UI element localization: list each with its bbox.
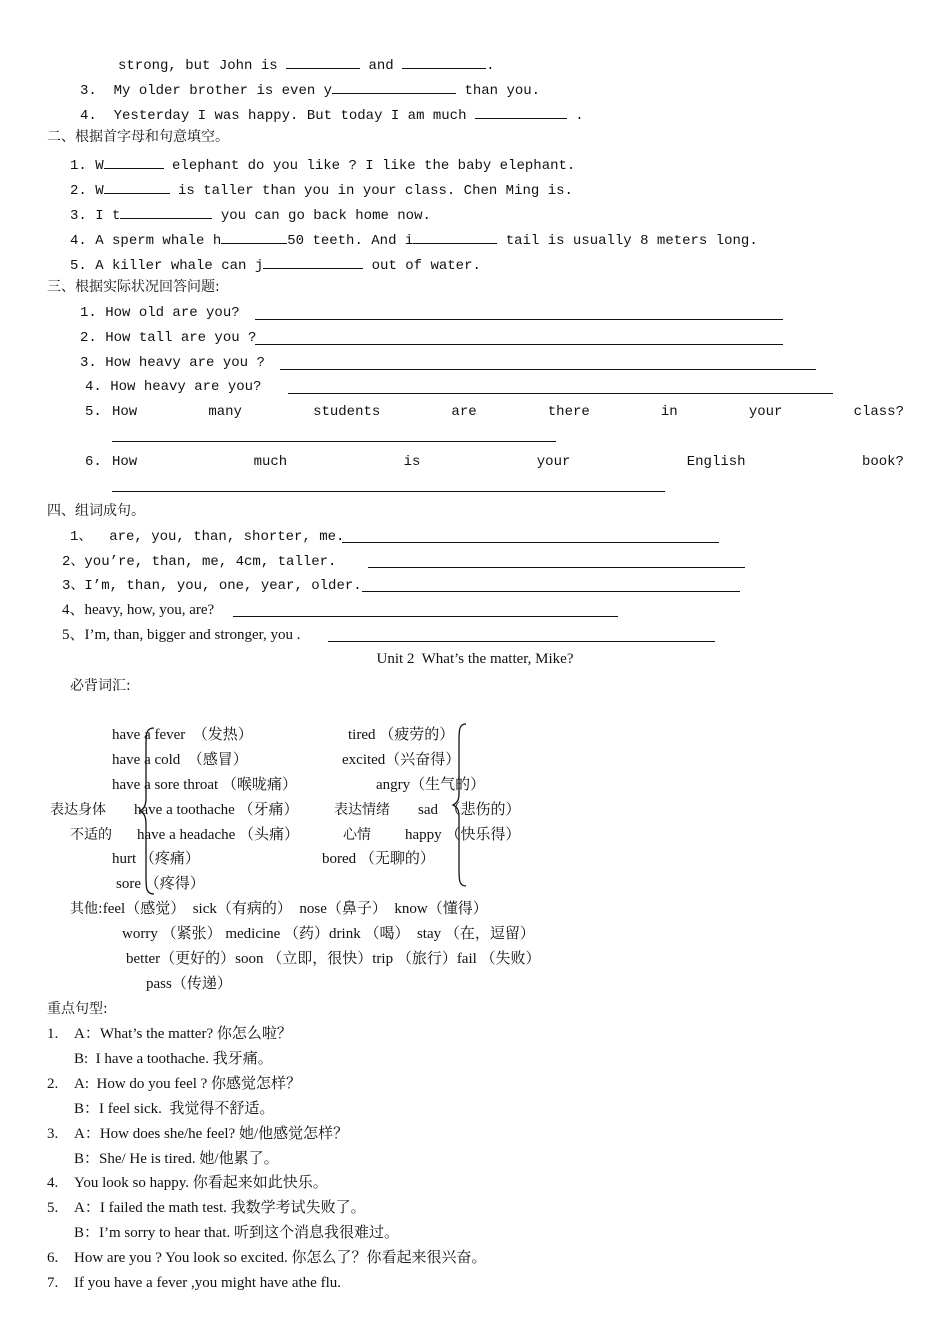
blank-field[interactable] <box>286 54 360 69</box>
answer-line[interactable] <box>280 369 816 370</box>
other-label: 其他: <box>70 901 103 917</box>
sentence: How are you ? You look so excited. 你怎么了？你看起来很兴奋。 <box>74 1250 487 1266</box>
answer-line[interactable] <box>288 393 833 394</box>
p3-q6-text: How much is your English book? <box>112 454 904 470</box>
vocab-body-6: hurt （疼痛） <box>112 851 200 867</box>
answer-line[interactable] <box>255 344 783 345</box>
p2-item-3: 3. I t you can go back home now. <box>70 204 431 225</box>
other-row-3: better（更好的）soon （立即，很快）trip （旅行）fail （失败） <box>126 951 541 967</box>
p4-item-1: 1、 are, you, than, shorter, me. <box>70 529 345 545</box>
vocab-body-3: have a sore throat （喉咙痛） <box>112 777 297 793</box>
p2-item-4: 4. A sperm whale h 50 teeth. And i tail is usually 8 meters long. <box>70 229 758 250</box>
answer-line[interactable] <box>255 319 783 320</box>
answer-line[interactable] <box>112 441 556 442</box>
sentence: You look so happy. 你看起来如此快乐。 <box>74 1175 328 1191</box>
vocab-body-2: have a cold （感冒） <box>112 752 248 768</box>
sentence-num: 5. <box>47 1200 59 1216</box>
sentence: B：I’m sorry to hear that. 听到这个消息我很难过。 <box>74 1225 399 1241</box>
p2-item-2: 2. W is taller than you in your class. Chen Ming is. <box>70 179 573 200</box>
sentence: B：I feel sick. 我觉得不舒适。 <box>74 1101 275 1117</box>
p3-q6-num: 6. <box>85 454 102 470</box>
sentence: A：I failed the math test. 我数学考试失败了。 <box>74 1200 366 1216</box>
p1-item-3: 3. My older brother is even y than you. <box>80 79 540 100</box>
sentence: A：How does she/he feel? 她/他感觉怎样？ <box>74 1126 349 1142</box>
vocab-body-5: have a headache （头痛） <box>137 827 300 843</box>
answer-line[interactable] <box>112 491 665 492</box>
blank-field[interactable] <box>402 54 486 69</box>
section-heading-3: 三、根据实际状况回答问题: <box>47 279 220 295</box>
body-group-brace <box>140 726 160 896</box>
p1-item-4: 4. Yesterday I was happy. But today I am much . <box>80 104 584 125</box>
sentence-num: 1. <box>47 1026 59 1042</box>
vocab-emo-2: excited（兴奋得） <box>342 752 461 768</box>
blank-field[interactable] <box>221 229 287 244</box>
vocab-emo-3: angry（生气的） <box>376 777 486 793</box>
vocab-emo-1: tired （疲劳的） <box>348 727 455 743</box>
other-row-4: pass（传递） <box>146 976 232 992</box>
p2-item-1: 1. W elephant do you like ? I like the baby elephant. <box>70 154 575 175</box>
p3-q4: 4. How heavy are you? <box>85 379 262 395</box>
blank-field[interactable] <box>475 104 567 119</box>
answer-line[interactable] <box>342 542 719 543</box>
section-heading-2: 二、根据首字母和句意填空。 <box>47 129 229 145</box>
vocab-emo-4: sad （悲伤的） <box>418 802 521 818</box>
body-label-2: 不适的 <box>70 827 112 843</box>
other-row-2: worry （紧张） medicine （药）drink （喝） stay （在，逗留） <box>122 926 535 942</box>
p1-line-0: strong, but John is and . <box>118 54 494 75</box>
blank-field[interactable] <box>413 229 497 244</box>
sentence: B：She/ He is tired. 她/他累了。 <box>74 1151 279 1167</box>
answer-line[interactable] <box>233 616 618 617</box>
emo-label-1: 表达情绪 <box>334 802 390 818</box>
p3-q2: 2. How tall are you ? <box>80 330 257 346</box>
p3-q5-num: 5. <box>85 404 102 420</box>
blank-field[interactable] <box>332 79 456 94</box>
vocab-heading: 必背词汇: <box>70 678 131 694</box>
p4-item-3: 3、I’m, than, you, one, year, older. <box>62 578 362 594</box>
vocab-body-7: sore （疼得） <box>116 876 205 892</box>
vocab-emo-5: happy （快乐得） <box>405 827 521 843</box>
section-heading-4: 四、组词成句。 <box>47 503 145 519</box>
p4-item-4: 4、heavy, how, you, are? <box>62 602 215 618</box>
blank-field[interactable] <box>120 204 212 219</box>
p3-q5-text: How many students are there in your class? <box>112 404 904 420</box>
sentence-num: 3. <box>47 1126 59 1142</box>
body-label-1: 表达身体 <box>50 802 106 818</box>
sentence: B: I have a toothache. 我牙痛。 <box>74 1051 273 1067</box>
unit-title: Unit 2 What’s the matter, Mike? <box>376 651 574 667</box>
emotion-group-brace <box>450 722 470 888</box>
p4-item-5: 5、I’m, than, bigger and stronger, you . <box>62 627 301 643</box>
other-row-1: 其他:feel（感觉） sick（有病的） nose（鼻子） know（懂得） <box>70 901 488 917</box>
sentence: A: How do you feel ? 你感觉怎样？ <box>74 1076 302 1092</box>
p4-item-2: 2、you’re, than, me, 4cm, taller. <box>62 554 337 570</box>
vocab-body-4: have a toothache （牙痛） <box>134 802 299 818</box>
p3-q3: 3. How heavy are you ? <box>80 355 265 371</box>
sentence-num: 6. <box>47 1250 59 1266</box>
sentence: A：What’s the matter? 你怎么啦？ <box>74 1026 292 1042</box>
blank-field[interactable] <box>263 254 363 269</box>
p2-item-5: 5. A killer whale can j out of water. <box>70 254 481 275</box>
answer-line[interactable] <box>328 641 715 642</box>
sentence-num: 7. <box>47 1275 59 1291</box>
answer-line[interactable] <box>368 567 745 568</box>
answer-line[interactable] <box>362 591 740 592</box>
key-heading: 重点句型: <box>47 1001 108 1017</box>
emo-label-2: 心情 <box>343 827 371 843</box>
p3-q1: 1. How old are you? <box>80 305 240 321</box>
blank-field[interactable] <box>104 179 170 194</box>
sentence: If you have a fever ,you might have athe flu. <box>74 1275 341 1291</box>
vocab-body-1: have a fever （发热） <box>112 727 253 743</box>
blank-field[interactable] <box>104 154 164 169</box>
sentence-num: 4. <box>47 1175 59 1191</box>
vocab-emo-6: bored （无聊的） <box>322 851 435 867</box>
sentence-num: 2. <box>47 1076 59 1092</box>
